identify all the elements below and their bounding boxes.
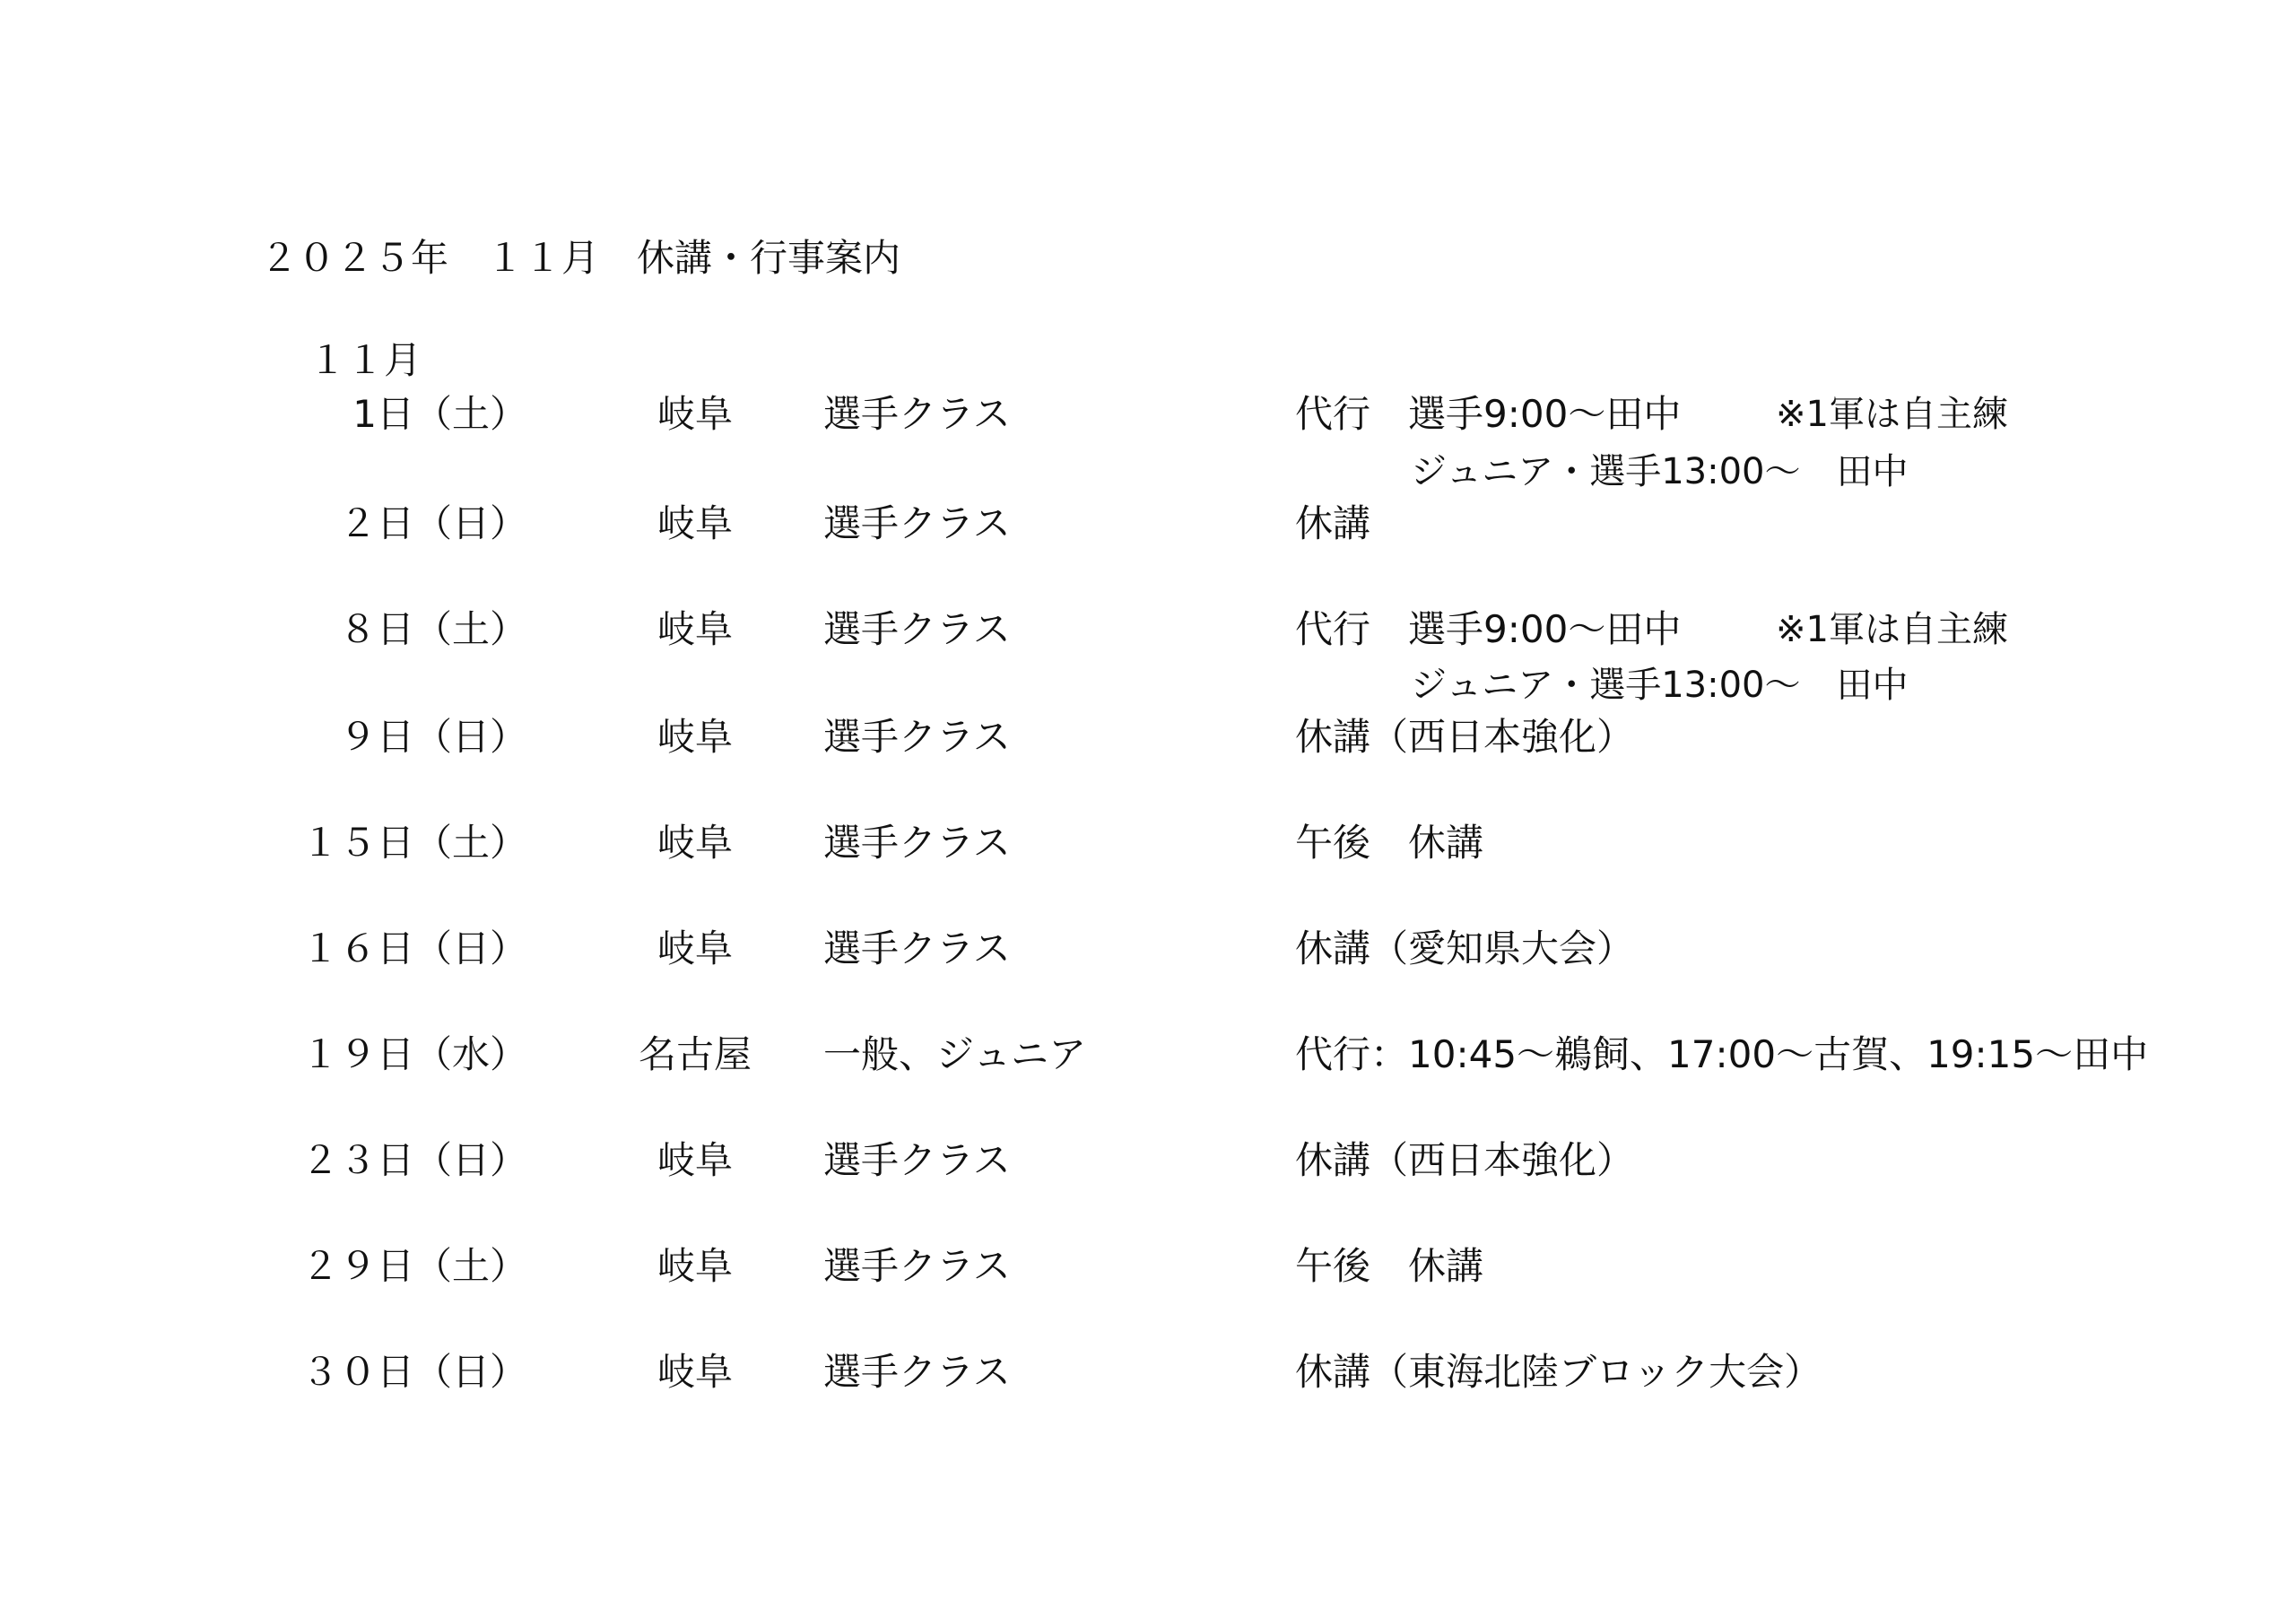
month-heading: １１月 [309,338,422,382]
schedule-row [0,497,2296,551]
row-class: 選手クラス [823,926,1011,970]
row-extra-note: ※1軍は自主練 [1776,609,2008,650]
row-class: 選手クラス [823,607,1011,651]
row-date: １９日（水） [300,1032,527,1076]
row-note: 午後 休講 [1295,821,1484,865]
schedule-row [0,816,2296,870]
row-date: 1日（土） [352,392,527,436]
row-place: 岐阜 [657,821,733,865]
row-date: ８日（土） [338,607,527,651]
schedule-row [0,1240,2296,1293]
row-note: 休講 [1295,501,1371,545]
row-note: 休講（愛知県大会） [1295,926,1635,970]
row-place: 岐阜 [657,1350,733,1394]
row-place: 岐阜 [657,392,733,436]
row-note: 代行 選手9:00〜田中 [1295,607,1682,651]
row-class: 選手クラス [823,821,1011,865]
row-class: 選手クラス [823,392,1011,436]
row-date: ９日（日） [338,715,527,759]
schedule-row [0,1134,2296,1187]
schedule-row [0,603,2296,657]
row-place: 岐阜 [657,715,733,759]
row-class: 選手クラス [823,1350,1011,1394]
schedule-row [0,387,2296,441]
row-place: 名古屋 [638,1032,752,1076]
row-class: 一般、ジュニア [823,1032,1087,1076]
row-note: 代行：10:45〜鵜飼、17:00〜古賀、19:15〜田中 [1295,1032,2149,1076]
row-class: 選手クラス [823,1244,1011,1288]
schedule-row [0,922,2296,976]
row-place: 岐阜 [657,926,733,970]
row-extra-note: ※1軍は自主練 [1776,394,2008,435]
row-place: 岐阜 [657,1244,733,1288]
schedule-row [0,1028,2296,1082]
row-note: 休講（西日本強化） [1295,715,1635,759]
row-date: ２３日（日） [300,1138,527,1182]
row-note: 休講（東海北陸ブロック大会） [1295,1350,1822,1394]
row-date: ２日（日） [338,501,527,545]
page-title: ２０２５年 １１月 休講・行事案内 [260,236,901,280]
row-class: 選手クラス [823,1138,1011,1182]
row-note: 休講（西日本強化） [1295,1138,1635,1182]
schedule-row [0,710,2296,764]
row-place: 岐阜 [657,501,733,545]
row-date: １６日（日） [300,926,527,970]
row-date: １５日（土） [300,821,527,865]
row-sub-note: ジュニア・選手13:00〜 田中 [1411,451,1909,492]
row-date: ３０日（日） [300,1350,527,1394]
row-class: 選手クラス [823,715,1011,759]
row-note: 代行 選手9:00〜田中 [1295,392,1682,436]
row-note: 午後 休講 [1295,1244,1484,1288]
schedule-row [0,1345,2296,1399]
row-date: ２９日（土） [300,1244,527,1288]
row-class: 選手クラス [823,501,1011,545]
row-place: 岐阜 [657,1138,733,1182]
row-sub-note: ジュニア・選手13:00〜 田中 [1411,665,1909,706]
row-place: 岐阜 [657,607,733,651]
